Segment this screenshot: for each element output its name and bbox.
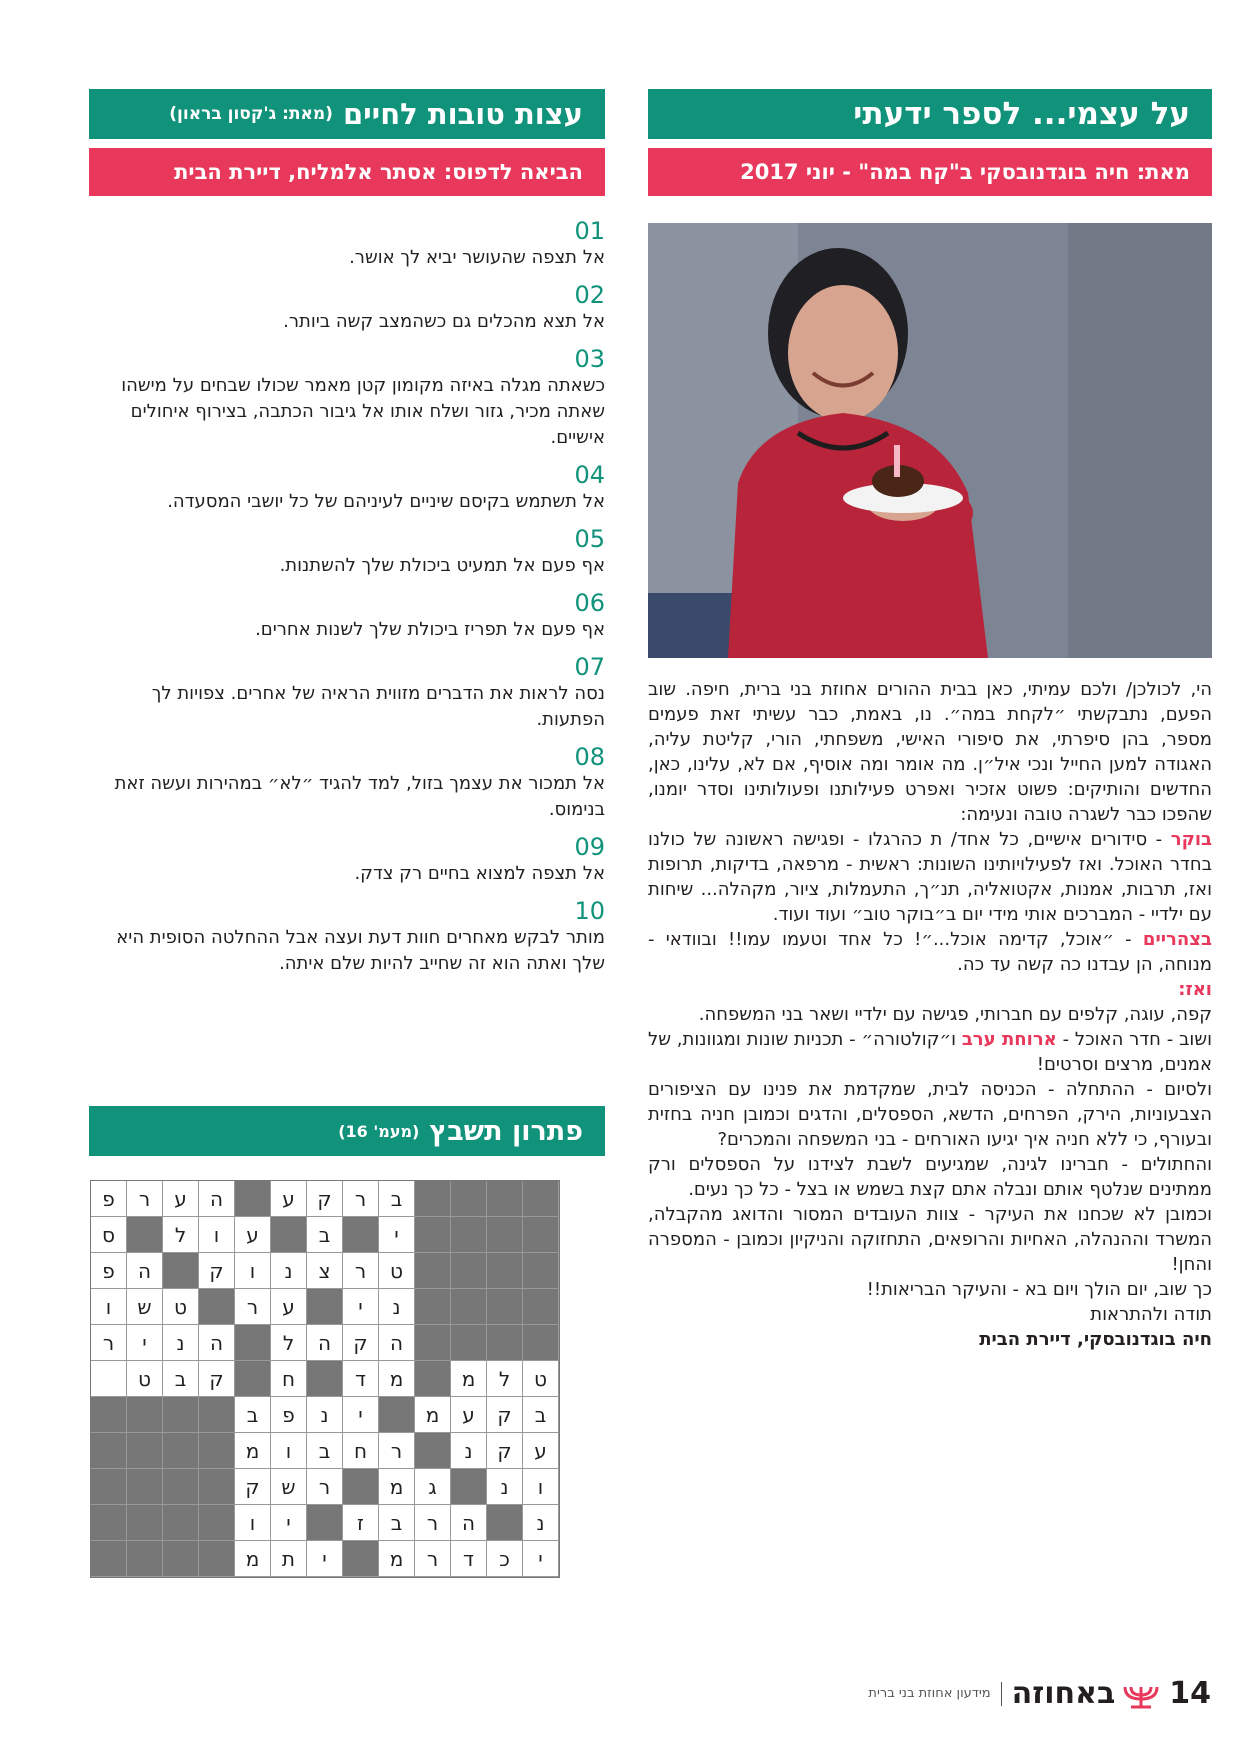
crossword-title xyxy=(89,1106,605,1156)
tip-text: אל תצא מהכלים גם כשהמצב קשה ביותר. xyxy=(283,311,605,332)
crossword-cell: ל xyxy=(271,1325,307,1361)
crossword-cell: ק xyxy=(235,1469,271,1505)
crossword-black-cell xyxy=(199,1469,235,1505)
footer-subtitle: מידעון אחוזת בני ברית xyxy=(868,1686,991,1701)
crossword-black-cell xyxy=(91,1541,127,1577)
crossword-black-cell xyxy=(415,1217,451,1253)
tip-number: 03 xyxy=(574,345,605,373)
crossword-cell: י xyxy=(523,1541,559,1577)
magazine-name: באחוזה xyxy=(1011,1676,1116,1711)
crossword-cell: נ xyxy=(379,1289,415,1325)
tip-text: מותר לבקש מאחרים חוות דעת ועצה אבל ההחלטה הסופית היא שלך ואתה הוא זה שחייב להיות שלם איתה. xyxy=(116,927,605,974)
crossword-cell: ו xyxy=(271,1433,307,1469)
tips-title xyxy=(89,89,605,139)
crossword-cell: ב xyxy=(163,1361,199,1397)
crossword-cell: צ xyxy=(307,1253,343,1289)
crossword-black-cell xyxy=(487,1505,523,1541)
crossword-black-cell xyxy=(127,1505,163,1541)
crossword-black-cell xyxy=(487,1217,523,1253)
article-thanks: תודה ולהתראות xyxy=(1090,1304,1212,1325)
crossword-cell: ט xyxy=(523,1361,559,1397)
crossword-cell: נ xyxy=(307,1397,343,1433)
crossword-cell: ק xyxy=(487,1433,523,1469)
crossword-title-text: פתרון תשבץ xyxy=(429,1115,583,1147)
tips-byline xyxy=(89,148,605,196)
crossword-black-cell xyxy=(235,1361,271,1397)
crossword-cell: ר xyxy=(343,1253,379,1289)
article-title-text: על עצמי... לספר ידעתי xyxy=(853,96,1190,132)
crossword-cell: פ xyxy=(91,1181,127,1217)
article-paragraph: והחתולים - חברינו לגינה, שמגיעים לשבת לצידנו על הספסלים ורק ממתינים שנלטף אותם ונבלה אתם קצת בשמש או בצל - כל כך נעים. xyxy=(648,1154,1212,1200)
article-paragraph-then xyxy=(648,977,1212,1002)
crossword-black-cell xyxy=(235,1181,271,1217)
crossword-cell: ר xyxy=(307,1469,343,1505)
tip-text: אף פעם אל תמעיט ביכולת שלך להשתנות. xyxy=(279,555,605,576)
tip-item xyxy=(89,589,605,643)
article-paragraph: וכמובן לא שכחנו את העיקר - צוות העובדים המסור והדואג מהקבלה, המשרד וההנהלה, האחיות והרופאים, התחזוקה והניקיון וכמובן - המספרה והחן! xyxy=(648,1204,1212,1275)
crossword-cell: ק xyxy=(487,1397,523,1433)
crossword-cell: י xyxy=(379,1217,415,1253)
crossword-cell: י xyxy=(343,1397,379,1433)
crossword-cell: י xyxy=(271,1505,307,1541)
article-byline-text: מאת: חיה בוגדנובסקי ב"קח במה" - יוני 2017 xyxy=(740,160,1190,184)
crossword-black-cell xyxy=(199,1433,235,1469)
crossword-black-cell xyxy=(487,1325,523,1361)
tip-text: נסה לראות את הדברים מזווית הראיה של אחרים. צפויות לך הפתעות. xyxy=(151,683,605,730)
crossword-black-cell xyxy=(199,1397,235,1433)
crossword-cell: נ xyxy=(271,1253,307,1289)
crossword-cell: ב xyxy=(235,1397,271,1433)
crossword-cell: ד xyxy=(343,1361,379,1397)
crossword-cell: ר xyxy=(235,1289,271,1325)
crossword-cell: מ xyxy=(379,1361,415,1397)
crossword-cell: ט xyxy=(163,1289,199,1325)
tip-number: 04 xyxy=(574,461,605,489)
dinner-pre: ושוב - חדר האוכל - xyxy=(1056,1029,1212,1050)
tip-text: אל תצפה שהעושר יביא לך אושר. xyxy=(349,247,605,268)
crossword-cell: ו xyxy=(523,1469,559,1505)
crossword-cell: נ xyxy=(451,1433,487,1469)
crossword-cell: ט xyxy=(379,1253,415,1289)
crossword-black-cell xyxy=(451,1289,487,1325)
crossword-cell: מ xyxy=(235,1433,271,1469)
crossword-black-cell xyxy=(451,1181,487,1217)
crossword-black-cell xyxy=(163,1433,199,1469)
crossword-cell: ש xyxy=(271,1469,307,1505)
crossword-black-cell xyxy=(199,1289,235,1325)
crossword-black-cell xyxy=(163,1541,199,1577)
tip-number: 01 xyxy=(574,217,605,245)
crossword-black-cell xyxy=(163,1397,199,1433)
crossword-black-cell xyxy=(199,1541,235,1577)
tip-number: 05 xyxy=(574,525,605,553)
crossword-black-cell xyxy=(127,1469,163,1505)
crossword-cell: ר xyxy=(415,1505,451,1541)
crossword-black-cell xyxy=(163,1505,199,1541)
crossword-black-cell xyxy=(451,1325,487,1361)
article-paragraph: ולסיום - ההתחלה - הכניסה לבית, שמקדמת את פנינו עם הציפורים הצבעוניות, הירק, הפרחים, הדשא, הספסלים, והדגים וכמובן חניה בחזית ובעורף, כי ללא חניה איך יגיעו האורחים - בני המשפחה והמכרים? xyxy=(648,1079,1212,1150)
tip-item xyxy=(89,525,605,579)
crossword-cell: ב xyxy=(379,1181,415,1217)
crossword-black-cell xyxy=(127,1217,163,1253)
tip-item xyxy=(89,345,605,451)
crossword-black-cell xyxy=(487,1289,523,1325)
morning-text: - סידורים אישיים, כל אחד/ ת כהרגלו - ופגישה ראשונה של כולנו בחדר האוכל. ואז לפעילויותינו השונות: ראשית - מרפאה, בדיקות, תרופות ואז, תרבות, אמנות, אקטואליה, תנ״ך, התעמלות, ציור, מקהלה... שיחות עם ילדיי - המברכים אותי מידי יום ב״בוקר טוב״ ועוד ועוד. xyxy=(648,829,1212,925)
crossword-cell: ב xyxy=(307,1433,343,1469)
crossword-black-cell xyxy=(163,1253,199,1289)
crossword-black-cell xyxy=(343,1541,379,1577)
tip-number: 06 xyxy=(574,589,605,617)
crossword-title-ref: (מעמ' 16) xyxy=(338,1121,420,1141)
crossword-black-cell xyxy=(343,1469,379,1505)
crossword-cell: ק xyxy=(307,1181,343,1217)
crossword-cell: ח xyxy=(271,1361,307,1397)
crossword-black-cell xyxy=(415,1433,451,1469)
crossword-black-cell xyxy=(451,1469,487,1505)
crossword-black-cell xyxy=(523,1289,559,1325)
footer xyxy=(868,1676,1211,1711)
crossword-black-cell xyxy=(163,1469,199,1505)
crossword-cell: ת xyxy=(271,1541,307,1577)
crossword-cell: ו xyxy=(235,1505,271,1541)
tip-number: 07 xyxy=(574,653,605,681)
crossword-black-cell xyxy=(415,1289,451,1325)
crossword-cell: י xyxy=(127,1325,163,1361)
crossword-cell: ע xyxy=(235,1217,271,1253)
crossword-black-cell xyxy=(523,1253,559,1289)
crossword-cell: נ xyxy=(163,1325,199,1361)
tip-number: 02 xyxy=(574,281,605,309)
crossword-black-cell xyxy=(271,1217,307,1253)
photo-woman-with-cake xyxy=(648,223,1212,658)
crossword-cell: ל xyxy=(163,1217,199,1253)
crossword-cell: ה xyxy=(307,1325,343,1361)
crossword-cell: ב xyxy=(379,1505,415,1541)
crossword-cell: כ xyxy=(487,1541,523,1577)
crossword-cell: מ xyxy=(235,1541,271,1577)
crossword-cell: פ xyxy=(271,1397,307,1433)
crossword-black-cell xyxy=(523,1217,559,1253)
tip-text: אל תמכור את עצמך בזול, למד להגיד ״לא״ במהירות ועשה זאת בנימוס. xyxy=(114,773,605,820)
page-number: 14 xyxy=(1169,1676,1211,1711)
crossword-black-cell xyxy=(91,1433,127,1469)
tips-list xyxy=(89,217,605,987)
crossword-black-cell xyxy=(91,1397,127,1433)
crossword-black-cell xyxy=(235,1325,271,1361)
crossword-black-cell xyxy=(127,1541,163,1577)
crossword-black-cell xyxy=(451,1253,487,1289)
crossword-black-cell xyxy=(307,1505,343,1541)
tip-item xyxy=(89,833,605,887)
crossword-cell: ר xyxy=(127,1181,163,1217)
crossword-cell: ר xyxy=(343,1181,379,1217)
article-title xyxy=(648,89,1212,139)
crossword-cell: ג xyxy=(415,1469,451,1505)
crossword-black-cell xyxy=(199,1505,235,1541)
crossword-cell: ק xyxy=(343,1325,379,1361)
tip-number: 10 xyxy=(574,897,605,925)
crossword-cell: ט xyxy=(127,1361,163,1397)
article-paragraph: הי, לכולכן/ ולכם עמיתי, כאן בבית ההורים אחוזת בני ברית, חיפה. שוב הפעם, נתבקשתי ״לקחת במה״. נו, באמת, כבר עשיתי זאת פעמים מספר, בהן סיפרתי, את סיפורי האישי, משפחתי, הורי, קליטת עליה, האגודה למען החייל ונכי איל״ן. מה אומר ומה אוסיף, אם לא, עלינו, כאן, החדשים והותיקים: פשוט אזכיר ואפרט פעילותנו ופעולותינו וסדר יומנו, שהפכו כבר לשגרה טובה ונעימה: xyxy=(648,679,1212,825)
tip-text: אל תשתמש בקיסם שיניים לעיניהם של כל יושבי המסעדה. xyxy=(167,491,605,512)
tip-number: 08 xyxy=(574,743,605,771)
tip-text: כשאתה מגלה באיזה מקומון קטן מאמר שכולו שבחים על מישהו שאתה מכיר, גזור ושלח אותו אל גיבור הכתבה, בצירוף איחולים אישיים. xyxy=(121,375,605,448)
tip-item xyxy=(89,653,605,733)
crossword-cell: ע xyxy=(271,1289,307,1325)
crossword-black-cell xyxy=(307,1289,343,1325)
crossword-black-cell xyxy=(127,1433,163,1469)
tip-text: אל תצפה למצוא בחיים רק צדק. xyxy=(354,863,605,884)
article-paragraph: קפה, עוגה, קלפים עם חברותי, פגישה עם ילדיי ושאר בני המשפחה. xyxy=(698,1004,1212,1025)
crossword-cell: ח xyxy=(343,1433,379,1469)
crossword-cell: י xyxy=(343,1289,379,1325)
tip-text: אף פעם אל תפריז ביכולת שלך לשנות אחרים. xyxy=(255,619,605,640)
crossword-cell: ע xyxy=(451,1397,487,1433)
crossword-cell: מ xyxy=(379,1541,415,1577)
tip-item xyxy=(89,897,605,977)
crossword-black-cell xyxy=(379,1397,415,1433)
crossword-black-cell xyxy=(307,1361,343,1397)
crossword-cell: מ xyxy=(415,1397,451,1433)
crossword-cell: ר xyxy=(379,1433,415,1469)
crossword-cell: ק xyxy=(199,1253,235,1289)
crossword-cell: ד xyxy=(451,1541,487,1577)
crossword-cell: ב xyxy=(307,1217,343,1253)
crossword-black-cell xyxy=(451,1217,487,1253)
crossword-black-cell xyxy=(91,1505,127,1541)
crossword-cell: ע xyxy=(271,1181,307,1217)
tip-number: 09 xyxy=(574,833,605,861)
crossword-cell: ה xyxy=(451,1505,487,1541)
dinner-label: ארוחת ערב xyxy=(961,1029,1057,1050)
crossword-cell: ע xyxy=(523,1433,559,1469)
tips-title-text: עצות טובות לחיים xyxy=(342,97,583,131)
menorah-icon xyxy=(1121,1679,1161,1709)
tip-item xyxy=(89,461,605,515)
tips-title-author: (מאת: ג'קסון בראון) xyxy=(169,104,333,124)
crossword-cell: נ xyxy=(523,1505,559,1541)
crossword-cell: ב xyxy=(523,1397,559,1433)
crossword-cell: ו xyxy=(91,1289,127,1325)
crossword-black-cell xyxy=(487,1181,523,1217)
noon-label: בצהריים xyxy=(1142,929,1212,950)
crossword-cell: ו xyxy=(199,1217,235,1253)
crossword-cell: ר xyxy=(415,1541,451,1577)
crossword-cell: ה xyxy=(199,1181,235,1217)
crossword-grid xyxy=(90,1180,560,1578)
tip-item xyxy=(89,281,605,335)
morning-label: בוקר xyxy=(1170,829,1212,850)
tips-byline-text: הביאה לדפוס: אסתר אלמליח, דיירת הבית xyxy=(174,160,583,184)
tip-item xyxy=(89,217,605,271)
crossword-cell: ס xyxy=(91,1217,127,1253)
crossword-black-cell xyxy=(91,1469,127,1505)
crossword-black-cell xyxy=(523,1181,559,1217)
article-paragraph-morning xyxy=(648,827,1212,927)
article-photo xyxy=(648,223,1212,658)
article-paragraph-dinner xyxy=(648,1027,1212,1077)
crossword-black-cell xyxy=(415,1325,451,1361)
crossword-black-cell xyxy=(127,1397,163,1433)
crossword-cell: ו xyxy=(235,1253,271,1289)
article-byline xyxy=(648,148,1212,196)
crossword-black-cell xyxy=(487,1253,523,1289)
crossword-cell: ה xyxy=(199,1325,235,1361)
dinner-post: ו״קולטורה״ - תכניות שונות ומגוונות, של אמנים, מרצים וסרטים! xyxy=(648,1029,1212,1075)
crossword-cell: נ xyxy=(487,1469,523,1505)
noon-text: - ״אוכל, קדימה אוכל...״! כל אחד וטעמו עמו!! ובוודאי - מנוחה, הן עבדנו כה קשה עד כה. xyxy=(648,929,1212,975)
crossword-black-cell xyxy=(415,1181,451,1217)
tip-item xyxy=(89,743,605,823)
crossword-cell: ל xyxy=(487,1361,523,1397)
then-label: ואז: xyxy=(1178,979,1212,1000)
footer-divider xyxy=(1001,1682,1002,1706)
article-body xyxy=(648,677,1212,1352)
crossword-cell: ש xyxy=(127,1289,163,1325)
crossword-cell: ע xyxy=(163,1181,199,1217)
article-paragraph-noon xyxy=(648,927,1212,977)
article-paragraph: כך שוב, יום הולך ויום בא - והעיקר הבריאות!! xyxy=(866,1279,1212,1300)
crossword-cell: ז xyxy=(343,1505,379,1541)
crossword-cell: פ xyxy=(91,1253,127,1289)
crossword-black-cell xyxy=(523,1325,559,1361)
crossword-cell: ק xyxy=(199,1361,235,1397)
crossword-cell: מ xyxy=(379,1469,415,1505)
crossword-cell: ר xyxy=(91,1325,127,1361)
article-signature: חיה בוגדנובסקי, דיירת הבית xyxy=(979,1329,1212,1350)
crossword-cell: ה xyxy=(379,1325,415,1361)
crossword-black-cell xyxy=(343,1217,379,1253)
crossword-black-cell xyxy=(415,1361,451,1397)
crossword-cell: מ xyxy=(451,1361,487,1397)
crossword-black-cell xyxy=(415,1253,451,1289)
crossword-cell xyxy=(91,1361,127,1397)
crossword-cell: י xyxy=(307,1541,343,1577)
crossword-cell: ה xyxy=(127,1253,163,1289)
